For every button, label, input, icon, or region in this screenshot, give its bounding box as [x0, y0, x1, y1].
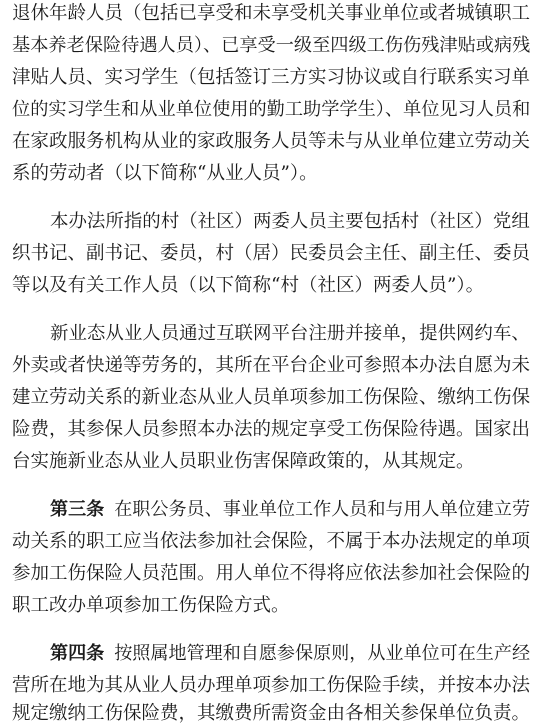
line-text: 等以及有关工作人员（以下简称“村（社区）两委人员”）。 — [12, 275, 485, 296]
paragraph-1-line-2 — [0, 34, 538, 58]
line-text: 营所在地为其从业人员办理单项参加工伤保险手续，并按本办法 — [12, 675, 531, 696]
paragraph-3-line-2 — [0, 354, 538, 378]
line-text: 系的劳动者（以下简称“从业人员”）。 — [12, 163, 318, 184]
paragraph-3-line-4 — [0, 418, 538, 442]
paragraph-1-line-4 — [0, 98, 538, 122]
line-text: 规定缴纳工伤保险费，其缴费所需资金由各相关参保单位负责。 — [12, 703, 531, 724]
line-text: 位的实习学生和从业单位使用的勤工助学学生）、单位见习人员和 — [12, 99, 531, 120]
paragraph-3-line-1 — [0, 322, 538, 346]
article-3-heading: 第三条 — [50, 499, 105, 520]
line-text: 台实施新业态从业人员职业伤害保障政策的，从其规定。 — [12, 451, 475, 472]
article-4-heading: 第四条 — [50, 643, 105, 664]
paragraph-2-line-1 — [0, 210, 538, 234]
article-4-line-1 — [0, 642, 538, 666]
line-text: 津贴人员、实习学生（包括签订三方实习协议或自行联系实习单 — [12, 67, 531, 88]
line-text: 建立劳动关系的新业态从业人员单项参加工伤保险、缴纳工伤保 — [12, 387, 531, 408]
line-text: 在家政服务机构从业的家政服务人员等未与从业单位建立劳动关 — [12, 131, 531, 152]
line-text: 在职公务员、事业单位工作人员和与用人单位建立劳 — [114, 499, 531, 520]
line-text: 本办法所指的村（社区）两委人员主要包括村（社区）党组 — [50, 211, 530, 232]
article-3-line-1 — [0, 498, 538, 522]
article-3-line-4 — [0, 594, 538, 618]
line-text: 织书记、副书记、委员，村（居）民委员会主任、副主任、委员 — [12, 243, 531, 264]
line-text: 参加工伤保险人员范围。用人单位不得将应依法参加社会保险的 — [12, 563, 531, 584]
paragraph-2-line-3 — [0, 274, 538, 298]
paragraph-2-line-2 — [0, 242, 538, 266]
line-text: 职工改办单项参加工伤保险方式。 — [12, 595, 290, 616]
line-text: 动关系的职工应当依法参加社会保险，不属于本办法规定的单项 — [12, 531, 531, 552]
paragraph-1-line-6 — [0, 162, 538, 186]
paragraph-1-line-3 — [0, 66, 538, 90]
article-4-line-3 — [0, 702, 538, 726]
paragraph-1-line-5 — [0, 130, 538, 154]
paragraph-3-line-5 — [0, 450, 538, 474]
line-text: 按照属地管理和自愿参保原则，从业单位可在生产经 — [114, 643, 531, 664]
line-text: 新业态从业人员通过互联网平台注册并接单，提供网约车、 — [50, 323, 530, 344]
paragraph-3-line-3 — [0, 386, 538, 410]
article-4-line-2 — [0, 674, 538, 698]
article-3-line-3 — [0, 562, 538, 586]
line-text: 险费，其参保人员参照本办法的规定享受工伤保险待遇。国家出 — [12, 419, 531, 440]
article-3-line-2 — [0, 530, 538, 554]
line-text: 基本养老保险待遇人员）、已享受一级至四级工伤伤残津贴或病残 — [12, 35, 531, 56]
line-text: 外卖或者快递等劳务的，其所在平台企业可参照本办法自愿为未 — [12, 355, 531, 376]
paragraph-1-line-1 — [0, 2, 538, 26]
line-text: 退休年龄人员（包括已享受和未享受机关事业单位或者城镇职工 — [12, 3, 531, 24]
